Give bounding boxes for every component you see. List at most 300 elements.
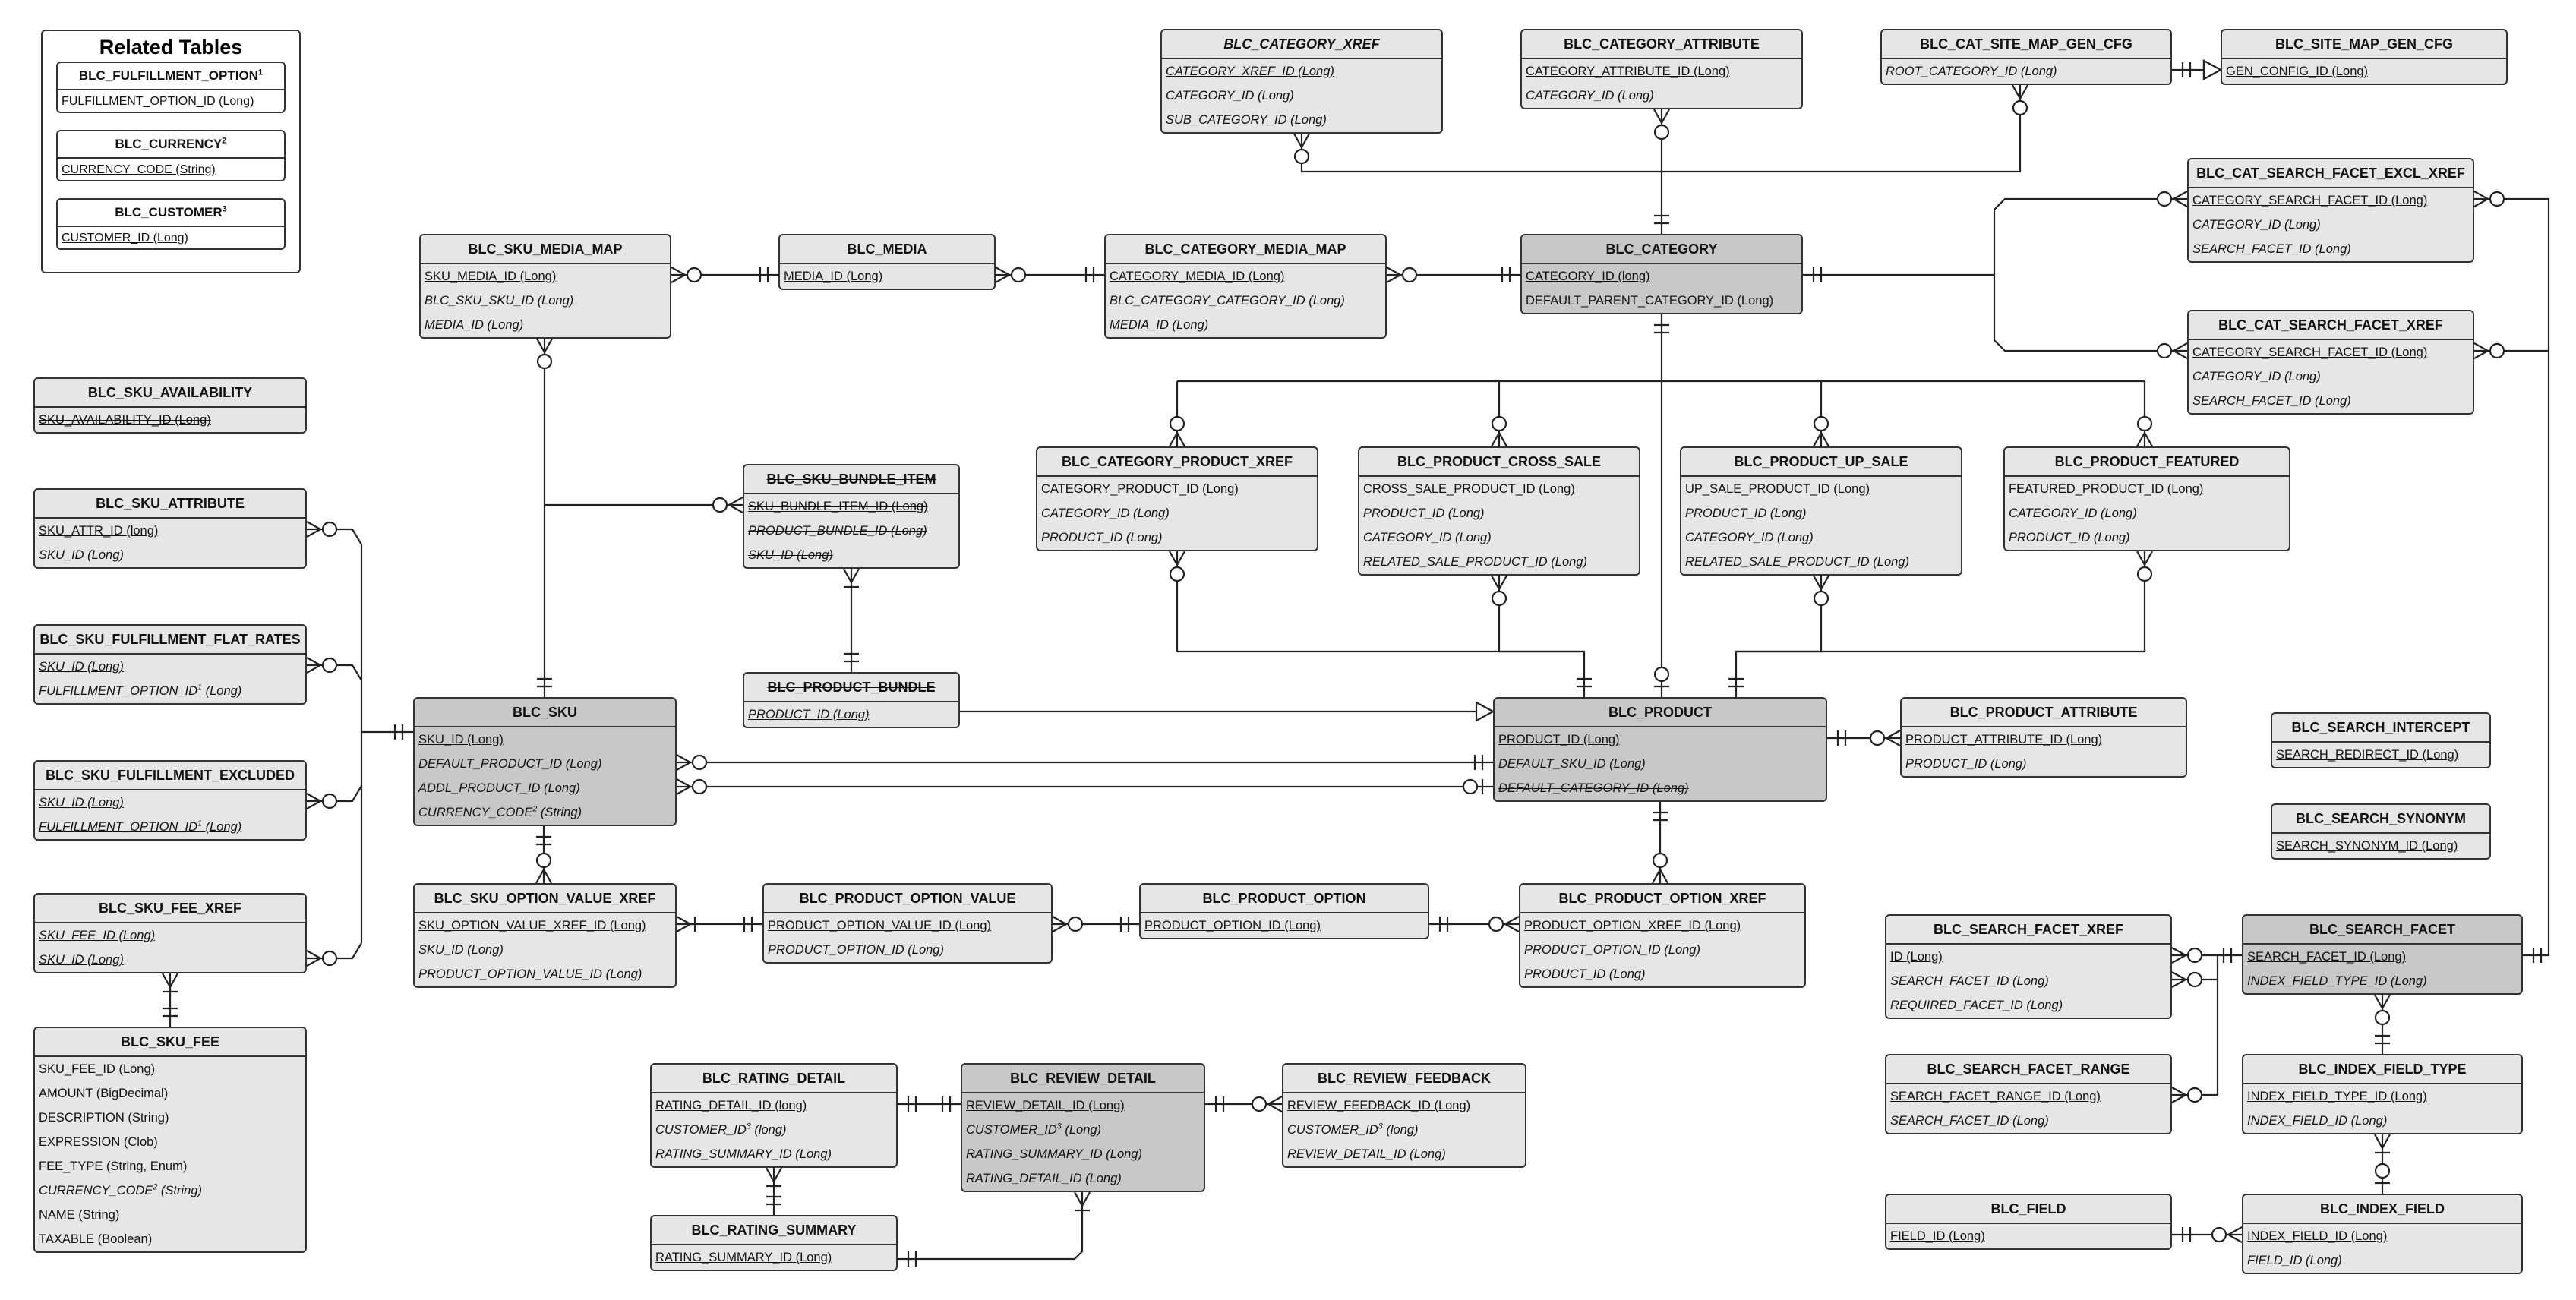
field-text: PRODUCT_OPTION_XREF_ID (Long)	[1524, 919, 1741, 932]
many-marker	[729, 505, 743, 513]
table-field	[35, 408, 305, 432]
table-search-synonym[interactable]	[2271, 803, 2491, 860]
table-field	[2005, 525, 2289, 550]
many-marker	[307, 794, 320, 801]
table-sku-bundle-item[interactable]	[743, 464, 960, 569]
many-marker	[1387, 267, 1400, 275]
many-marker	[1082, 1192, 1090, 1206]
many-marker	[307, 665, 320, 673]
table-media[interactable]	[778, 234, 996, 290]
zero-marker	[2138, 567, 2151, 581]
table-field	[1495, 776, 1826, 800]
field-text: SEARCH_FACET_ID (Long)	[1890, 974, 2049, 988]
table-field	[35, 1154, 305, 1179]
table-name: BLC_CAT_SEARCH_FACET_XREF	[2189, 311, 2473, 340]
many-marker	[2174, 191, 2187, 199]
field-text: CATEGORY_ID (Long)	[1526, 89, 1654, 103]
table-field	[2189, 389, 2473, 413]
field-text: CATEGORY_ID (Long)	[1041, 506, 1170, 520]
table-name: BLC_PRODUCT	[1495, 699, 1826, 727]
many-marker	[844, 569, 851, 582]
table-name: BLC_PRODUCT_CROSS_SALE	[1359, 448, 1639, 477]
table-idx-field-type[interactable]	[2242, 1054, 2523, 1134]
footnote-marker: 3	[222, 204, 227, 214]
zero-marker	[2490, 344, 2504, 358]
zero-marker	[2376, 1164, 2389, 1178]
table-field	[35, 1057, 305, 1081]
many-marker	[2382, 1134, 2390, 1148]
field-text: FEATURED_PRODUCT_ID (Long)	[2009, 482, 2204, 496]
table-sku-fee[interactable]	[33, 1027, 307, 1253]
table-prod-opt[interactable]	[1139, 883, 1429, 939]
table-field	[1037, 477, 1317, 501]
table-field	[2005, 501, 2289, 525]
many-marker	[2474, 343, 2488, 351]
many-marker	[2172, 1095, 2186, 1103]
table-field	[2243, 1248, 2521, 1273]
legend-table-blc-customer	[56, 198, 286, 250]
footnote-marker: 3	[1056, 1122, 1062, 1131]
relationship-line	[1994, 199, 2187, 351]
many-marker	[536, 869, 544, 883]
field-text: SKU_FEE_ID (Long)	[39, 1062, 156, 1076]
table-field	[35, 1203, 305, 1227]
zero-marker	[2188, 973, 2202, 986]
table-field	[2272, 834, 2489, 858]
table-field	[1283, 1118, 1525, 1142]
many-marker	[677, 787, 690, 794]
table-field	[2243, 1109, 2521, 1133]
table-field	[1037, 501, 1317, 525]
table-field	[764, 938, 1051, 962]
table-field	[744, 519, 958, 543]
many-marker	[1053, 924, 1066, 932]
table-search-intercept[interactable]	[2271, 712, 2491, 768]
table-field	[35, 1106, 305, 1130]
table-field	[2189, 237, 2473, 261]
table-up-sale[interactable]	[1680, 446, 1962, 576]
table-field	[652, 1093, 896, 1118]
zero-marker	[1489, 917, 1503, 931]
zero-marker	[1870, 731, 1884, 745]
table-cat-media-map[interactable]	[1104, 234, 1387, 339]
table-cat-sf-excl[interactable]	[2187, 158, 2474, 263]
field-text: CROSS_SALE_PRODUCT_ID (Long)	[1363, 482, 1575, 496]
table-name-text: BLC_CUSTOMER	[115, 205, 223, 219]
field-text: CATEGORY_ID (Long)	[2192, 218, 2321, 232]
table-review-feedback[interactable]	[1282, 1063, 1526, 1168]
table-name: BLC_SKU_FEE	[35, 1028, 305, 1057]
table-field	[35, 519, 305, 543]
many-marker	[1821, 576, 1829, 589]
table-name-text: BLC_FULFILLMENT_OPTION	[78, 68, 258, 83]
table-field	[1886, 945, 2170, 969]
zero-marker	[2013, 101, 2027, 115]
table-featured[interactable]	[2003, 446, 2290, 551]
field-text: SKU_ID (Long)	[418, 733, 504, 746]
table-review-detail[interactable]	[961, 1063, 1205, 1192]
table-field	[35, 815, 305, 839]
many-marker	[996, 267, 1009, 275]
table-sku-availability[interactable]	[33, 377, 307, 434]
legend-table-name	[58, 131, 284, 159]
table-field	[1902, 752, 2186, 776]
many-marker	[2172, 980, 2186, 987]
field-text: INDEX_FIELD_ID (Long)	[2247, 1229, 2388, 1243]
field-text: RATING_DETAIL_ID (long)	[655, 1099, 807, 1112]
field-text: CATEGORY_ID (long)	[1526, 270, 1650, 283]
table-field	[1886, 1224, 2170, 1248]
table-sf-xref[interactable]	[1885, 914, 2172, 1019]
table-name: BLC_SEARCH_SYNONYM	[2272, 805, 2489, 834]
table-field	[1037, 525, 1317, 550]
field-text: SKU_ID (Long)	[39, 548, 124, 562]
many-marker	[2375, 1134, 2382, 1148]
many-marker	[1499, 433, 1507, 446]
many-marker	[1886, 738, 1900, 746]
many-marker	[766, 1168, 774, 1182]
table-field	[415, 962, 675, 986]
many-marker	[1814, 576, 1821, 589]
many-marker	[2174, 343, 2187, 351]
field-text: CATEGORY_ID (Long)	[1685, 531, 1814, 544]
table-name: BLC_CATEGORY_PRODUCT_XREF	[1037, 448, 1317, 477]
table-name: BLC_SKU_OPTION_VALUE_XREF	[415, 885, 675, 913]
table-field	[1520, 962, 1804, 986]
many-marker	[729, 497, 743, 505]
field-text: PRODUCT_ATTRIBUTE_ID (Long)	[1905, 733, 2103, 746]
many-marker	[2382, 995, 2390, 1008]
many-marker	[1302, 134, 1309, 147]
table-field	[2189, 364, 2473, 389]
field-text: PRODUCT_ID (Long)	[1905, 757, 2027, 771]
many-marker	[1075, 1192, 1082, 1206]
many-marker	[1268, 1096, 1282, 1104]
table-field	[1283, 1142, 1525, 1166]
table-product[interactable]	[1493, 697, 1827, 802]
many-marker	[2137, 433, 2145, 446]
table-field	[1283, 1093, 1525, 1118]
zero-marker	[537, 854, 551, 867]
field-text: SKU_AVAILABILITY_ID (Long)	[39, 413, 211, 427]
field-text: CATEGORY_PRODUCT_ID (Long)	[1041, 482, 1239, 496]
table-cat-prod-xref[interactable]	[1036, 446, 1318, 551]
table-field	[35, 1227, 305, 1251]
many-marker	[1170, 433, 1177, 446]
legend-table-blc-fulfillment-option	[56, 62, 286, 113]
table-sku-attribute[interactable]	[33, 488, 307, 569]
many-marker	[1294, 134, 1302, 147]
zero-marker	[2490, 192, 2504, 206]
many-marker	[671, 267, 685, 275]
zero-marker	[323, 951, 336, 965]
table-sku-fee-xref[interactable]	[33, 893, 307, 973]
legend-title: Related Tables	[99, 36, 243, 58]
table-field	[35, 543, 305, 567]
table-name: BLC_PRODUCT_OPTION_VALUE	[764, 885, 1051, 913]
table-sf-range[interactable]	[1885, 1054, 2172, 1134]
zero-marker	[1655, 125, 1668, 139]
table-field	[1522, 59, 1801, 84]
table-field	[1495, 727, 1826, 752]
table-field	[2243, 969, 2521, 993]
zero-marker	[2158, 344, 2171, 358]
many-marker	[307, 522, 320, 529]
many-marker	[307, 529, 320, 537]
table-field	[421, 264, 670, 289]
many-marker	[677, 924, 690, 932]
field-text: RELATED_SALE_PRODUCT_ID (Long)	[1685, 555, 1909, 569]
many-marker	[1821, 433, 1829, 446]
many-marker	[1505, 917, 1519, 924]
zero-marker	[1653, 854, 1667, 867]
field-type-text: (Long)	[1061, 1123, 1102, 1137]
table-field	[35, 948, 305, 972]
inheritance-marker	[2204, 61, 2221, 79]
table-name: BLC_SKU_FULFILLMENT_FLAT_RATES	[35, 626, 305, 655]
field-text: PRODUCT_ID (Long)	[748, 708, 870, 721]
zero-marker	[1170, 567, 1184, 581]
table-name: BLC_PRODUCT_UP_SALE	[1681, 448, 1961, 477]
field-text: PRODUCT_ID (Long)	[2009, 531, 2130, 544]
field-text: GEN_CONFIG_ID (Long)	[2226, 65, 2369, 78]
many-marker	[677, 917, 690, 924]
many-marker	[2145, 433, 2152, 446]
field-text: ID (Long)	[1890, 950, 1943, 964]
table-name: BLC_SEARCH_FACET	[2243, 916, 2521, 945]
legend-table-blc-currency	[56, 130, 286, 181]
field-text: BLC_CATEGORY_CATEGORY_ID (Long)	[1110, 294, 1345, 308]
zero-marker	[323, 794, 336, 808]
table-field	[1522, 84, 1801, 108]
field-text: CATEGORY_MEDIA_ID (Long)	[1110, 270, 1285, 283]
zero-marker	[2188, 1088, 2202, 1102]
table-cross-sale[interactable]	[1358, 446, 1640, 576]
table-field	[2243, 1224, 2521, 1248]
table-sku-ff-flat[interactable]	[33, 624, 307, 705]
field-text: MEDIA_ID (Long)	[784, 270, 883, 283]
field-text: REVIEW_DETAIL_ID (Long)	[966, 1099, 1125, 1112]
many-marker	[1492, 433, 1499, 446]
field-type-text: (long)	[1382, 1123, 1419, 1137]
field-text: DEFAULT_PRODUCT_ID (Long)	[418, 757, 602, 771]
zero-marker	[2138, 417, 2151, 431]
field-text: SKU_MEDIA_ID (Long)	[425, 270, 557, 283]
footnote-marker: 3	[1378, 1122, 1383, 1131]
zero-marker	[1814, 417, 1828, 431]
many-marker	[1492, 576, 1499, 589]
table-field	[1359, 501, 1639, 525]
table-prod-opt-val[interactable]	[762, 883, 1053, 964]
table-site-map[interactable]	[2221, 29, 2508, 85]
zero-marker	[693, 780, 706, 794]
legend-table-field: CURRENCY_CODE (String)	[62, 163, 216, 176]
table-field	[421, 313, 670, 337]
table-cat-xref[interactable]	[1160, 29, 1443, 134]
zero-marker	[2158, 192, 2171, 206]
table-name: BLC_CATEGORY_XREF	[1162, 30, 1441, 59]
table-field	[35, 1130, 305, 1154]
field-text: INDEX_FIELD_TYPE_ID (Long)	[2247, 974, 2427, 988]
field-text: DEFAULT_CATEGORY_ID (Long)	[1498, 781, 1689, 795]
many-marker	[996, 275, 1009, 282]
field-text: FULFILLMENT_OPTION_ID	[39, 684, 198, 698]
many-marker	[1177, 433, 1185, 446]
relationship-line	[1177, 652, 1584, 697]
table-name: BLC_PRODUCT_ATTRIBUTE	[1902, 699, 2186, 727]
footnote-marker: 2	[222, 136, 227, 146]
table-field	[652, 1118, 896, 1142]
legend-table-field: FULFILLMENT_OPTION_ID (Long)	[62, 95, 254, 108]
table-field	[1359, 477, 1639, 501]
field-text: INDEX_FIELD_TYPE_ID (Long)	[2247, 1090, 2427, 1103]
zero-marker	[538, 355, 551, 368]
many-marker	[545, 339, 552, 352]
table-sku-opt-val-xref[interactable]	[413, 883, 677, 988]
table-field	[35, 679, 305, 703]
table-field	[35, 1179, 305, 1203]
table-field	[1520, 913, 1804, 938]
many-marker	[671, 275, 685, 282]
table-field	[652, 1142, 896, 1166]
field-text: REVIEW_FEEDBACK_ID (Long)	[1287, 1099, 1471, 1112]
many-marker	[677, 755, 690, 762]
table-cat-sf-xref[interactable]	[2187, 310, 2474, 415]
many-marker	[307, 658, 320, 665]
field-text: CATEGORY_SEARCH_FACET_ID (Long)	[2192, 346, 2428, 359]
field-text: PRODUCT_ID (Long)	[1041, 531, 1163, 544]
table-sku-ff-excl[interactable]	[33, 760, 307, 841]
table-cat-attr[interactable]	[1520, 29, 1803, 109]
table-name: BLC_SKU_BUNDLE_ITEM	[744, 465, 958, 494]
table-field	[1359, 525, 1639, 550]
field-text: SEARCH_FACET_ID (Long)	[2192, 394, 2351, 408]
table-cat-site-map[interactable]	[1880, 29, 2172, 85]
table-field	[1886, 993, 2170, 1018]
table-name: BLC_SEARCH_FACET_XREF	[1886, 916, 2170, 945]
table-field	[962, 1118, 1204, 1142]
field-type-text: (long)	[750, 1123, 787, 1137]
zero-marker	[693, 756, 706, 769]
field-text: SKU_BUNDLE_ITEM_ID (Long)	[748, 500, 928, 513]
many-marker	[1654, 109, 1662, 123]
table-sku-media-map[interactable]	[419, 234, 671, 339]
many-marker	[2228, 1235, 2242, 1242]
table-name: BLC_CAT_SEARCH_FACET_EXCL_XREF	[2189, 159, 2473, 188]
zero-marker	[1403, 268, 1416, 282]
table-field	[1681, 477, 1961, 501]
field-text: SKU_ID (Long)	[39, 660, 124, 674]
table-name: BLC_SKU	[415, 699, 675, 727]
many-marker	[1660, 869, 1668, 883]
field-text: CATEGORY_SEARCH_FACET_ID (Long)	[2192, 194, 2428, 207]
field-text: RATING_SUMMARY_ID (Long)	[655, 1251, 832, 1264]
table-name: BLC_CATEGORY_ATTRIBUTE	[1522, 30, 1801, 59]
field-text: SKU_ATTR_ID (long)	[39, 524, 159, 538]
field-text: SEARCH_FACET_RANGE_ID (Long)	[1890, 1090, 2101, 1103]
legend-table-name	[58, 200, 284, 227]
field-text: CATEGORY_XREF_ID (Long)	[1166, 65, 1334, 78]
table-field	[1886, 1084, 2170, 1109]
field-text: FEE_TYPE (String, Enum)	[39, 1160, 188, 1173]
table-sku[interactable]	[413, 697, 677, 826]
table-category[interactable]	[1520, 234, 1803, 314]
table-prod-opt-xref[interactable]	[1519, 883, 1806, 988]
field-text: CATEGORY_ID (Long)	[2009, 506, 2137, 520]
table-search-facet[interactable]	[2242, 914, 2523, 995]
table-field	[1882, 59, 2170, 84]
many-marker	[2172, 948, 2186, 955]
table-prod-attr[interactable]	[1900, 697, 2187, 778]
field-text: CUSTOMER_ID	[655, 1123, 747, 1137]
table-field	[1522, 264, 1801, 289]
table-field	[1520, 938, 1804, 962]
field-text: PRODUCT_OPTION_ID (Long)	[1144, 919, 1321, 932]
table-field	[2189, 340, 2473, 364]
many-marker	[537, 339, 545, 352]
field-text: DEFAULT_SKU_ID (Long)	[1498, 757, 1646, 771]
table-field	[35, 655, 305, 679]
field-type-text: (Long)	[202, 684, 242, 698]
field-text: AMOUNT (BigDecimal)	[39, 1087, 169, 1100]
table-rating-summary[interactable]	[650, 1215, 898, 1271]
table-field	[1522, 289, 1801, 313]
many-marker	[1814, 433, 1821, 446]
table-field	[35, 923, 305, 948]
field-text: CURRENCY_CODE	[39, 1184, 153, 1197]
table-field	[962, 1093, 1204, 1118]
field-text: FULFILLMENT_OPTION_ID	[39, 820, 198, 834]
zero-marker	[2212, 1228, 2226, 1242]
table-idx-field[interactable]	[2242, 1194, 2523, 1274]
table-name: BLC_PRODUCT_BUNDLE	[744, 674, 958, 702]
table-product-bundle[interactable]	[743, 672, 960, 728]
field-text: TAXABLE (Boolean)	[39, 1232, 153, 1246]
table-rating-detail[interactable]	[650, 1063, 898, 1168]
many-marker	[1505, 924, 1519, 932]
legend-table-name	[58, 63, 284, 90]
field-text: ADDL_PRODUCT_ID (Long)	[418, 781, 580, 795]
table-name: BLC_PRODUCT_OPTION	[1141, 885, 1428, 913]
legend-table-field: CUSTOMER_ID (Long)	[62, 232, 188, 245]
table-field	[415, 752, 675, 776]
field-text: INDEX_FIELD_ID (Long)	[2247, 1114, 2388, 1128]
table-field	[2243, 945, 2521, 969]
table-field	[2243, 1084, 2521, 1109]
many-marker	[677, 779, 690, 787]
field-text: SEARCH_FACET_ID (Long)	[1890, 1114, 2049, 1128]
field-text: MEDIA_ID (Long)	[425, 318, 524, 332]
field-text: BLC_SKU_SKU_ID (Long)	[425, 294, 574, 308]
many-marker	[2137, 551, 2145, 565]
field-text: REVIEW_DETAIL_ID (Long)	[1287, 1147, 1446, 1161]
table-field	[744, 494, 958, 519]
field-text: CATEGORY_ID (Long)	[1363, 531, 1492, 544]
many-marker	[2174, 351, 2187, 358]
field-text: CATEGORY_ID (Long)	[1166, 89, 1294, 103]
many-marker	[2145, 551, 2152, 565]
footnote-marker: 1	[257, 68, 264, 77]
table-field	[1106, 313, 1385, 337]
field-text: PRODUCT_ID (Long)	[1498, 733, 1620, 746]
field-text: MEDIA_ID (Long)	[1110, 318, 1209, 332]
many-marker	[2172, 972, 2186, 980]
relationship-line	[898, 1192, 1082, 1259]
table-name: BLC_CAT_SITE_MAP_GEN_CFG	[1882, 30, 2170, 59]
zero-marker	[713, 498, 727, 512]
zero-marker	[1814, 592, 1828, 605]
table-field[interactable]	[1885, 1194, 2172, 1250]
